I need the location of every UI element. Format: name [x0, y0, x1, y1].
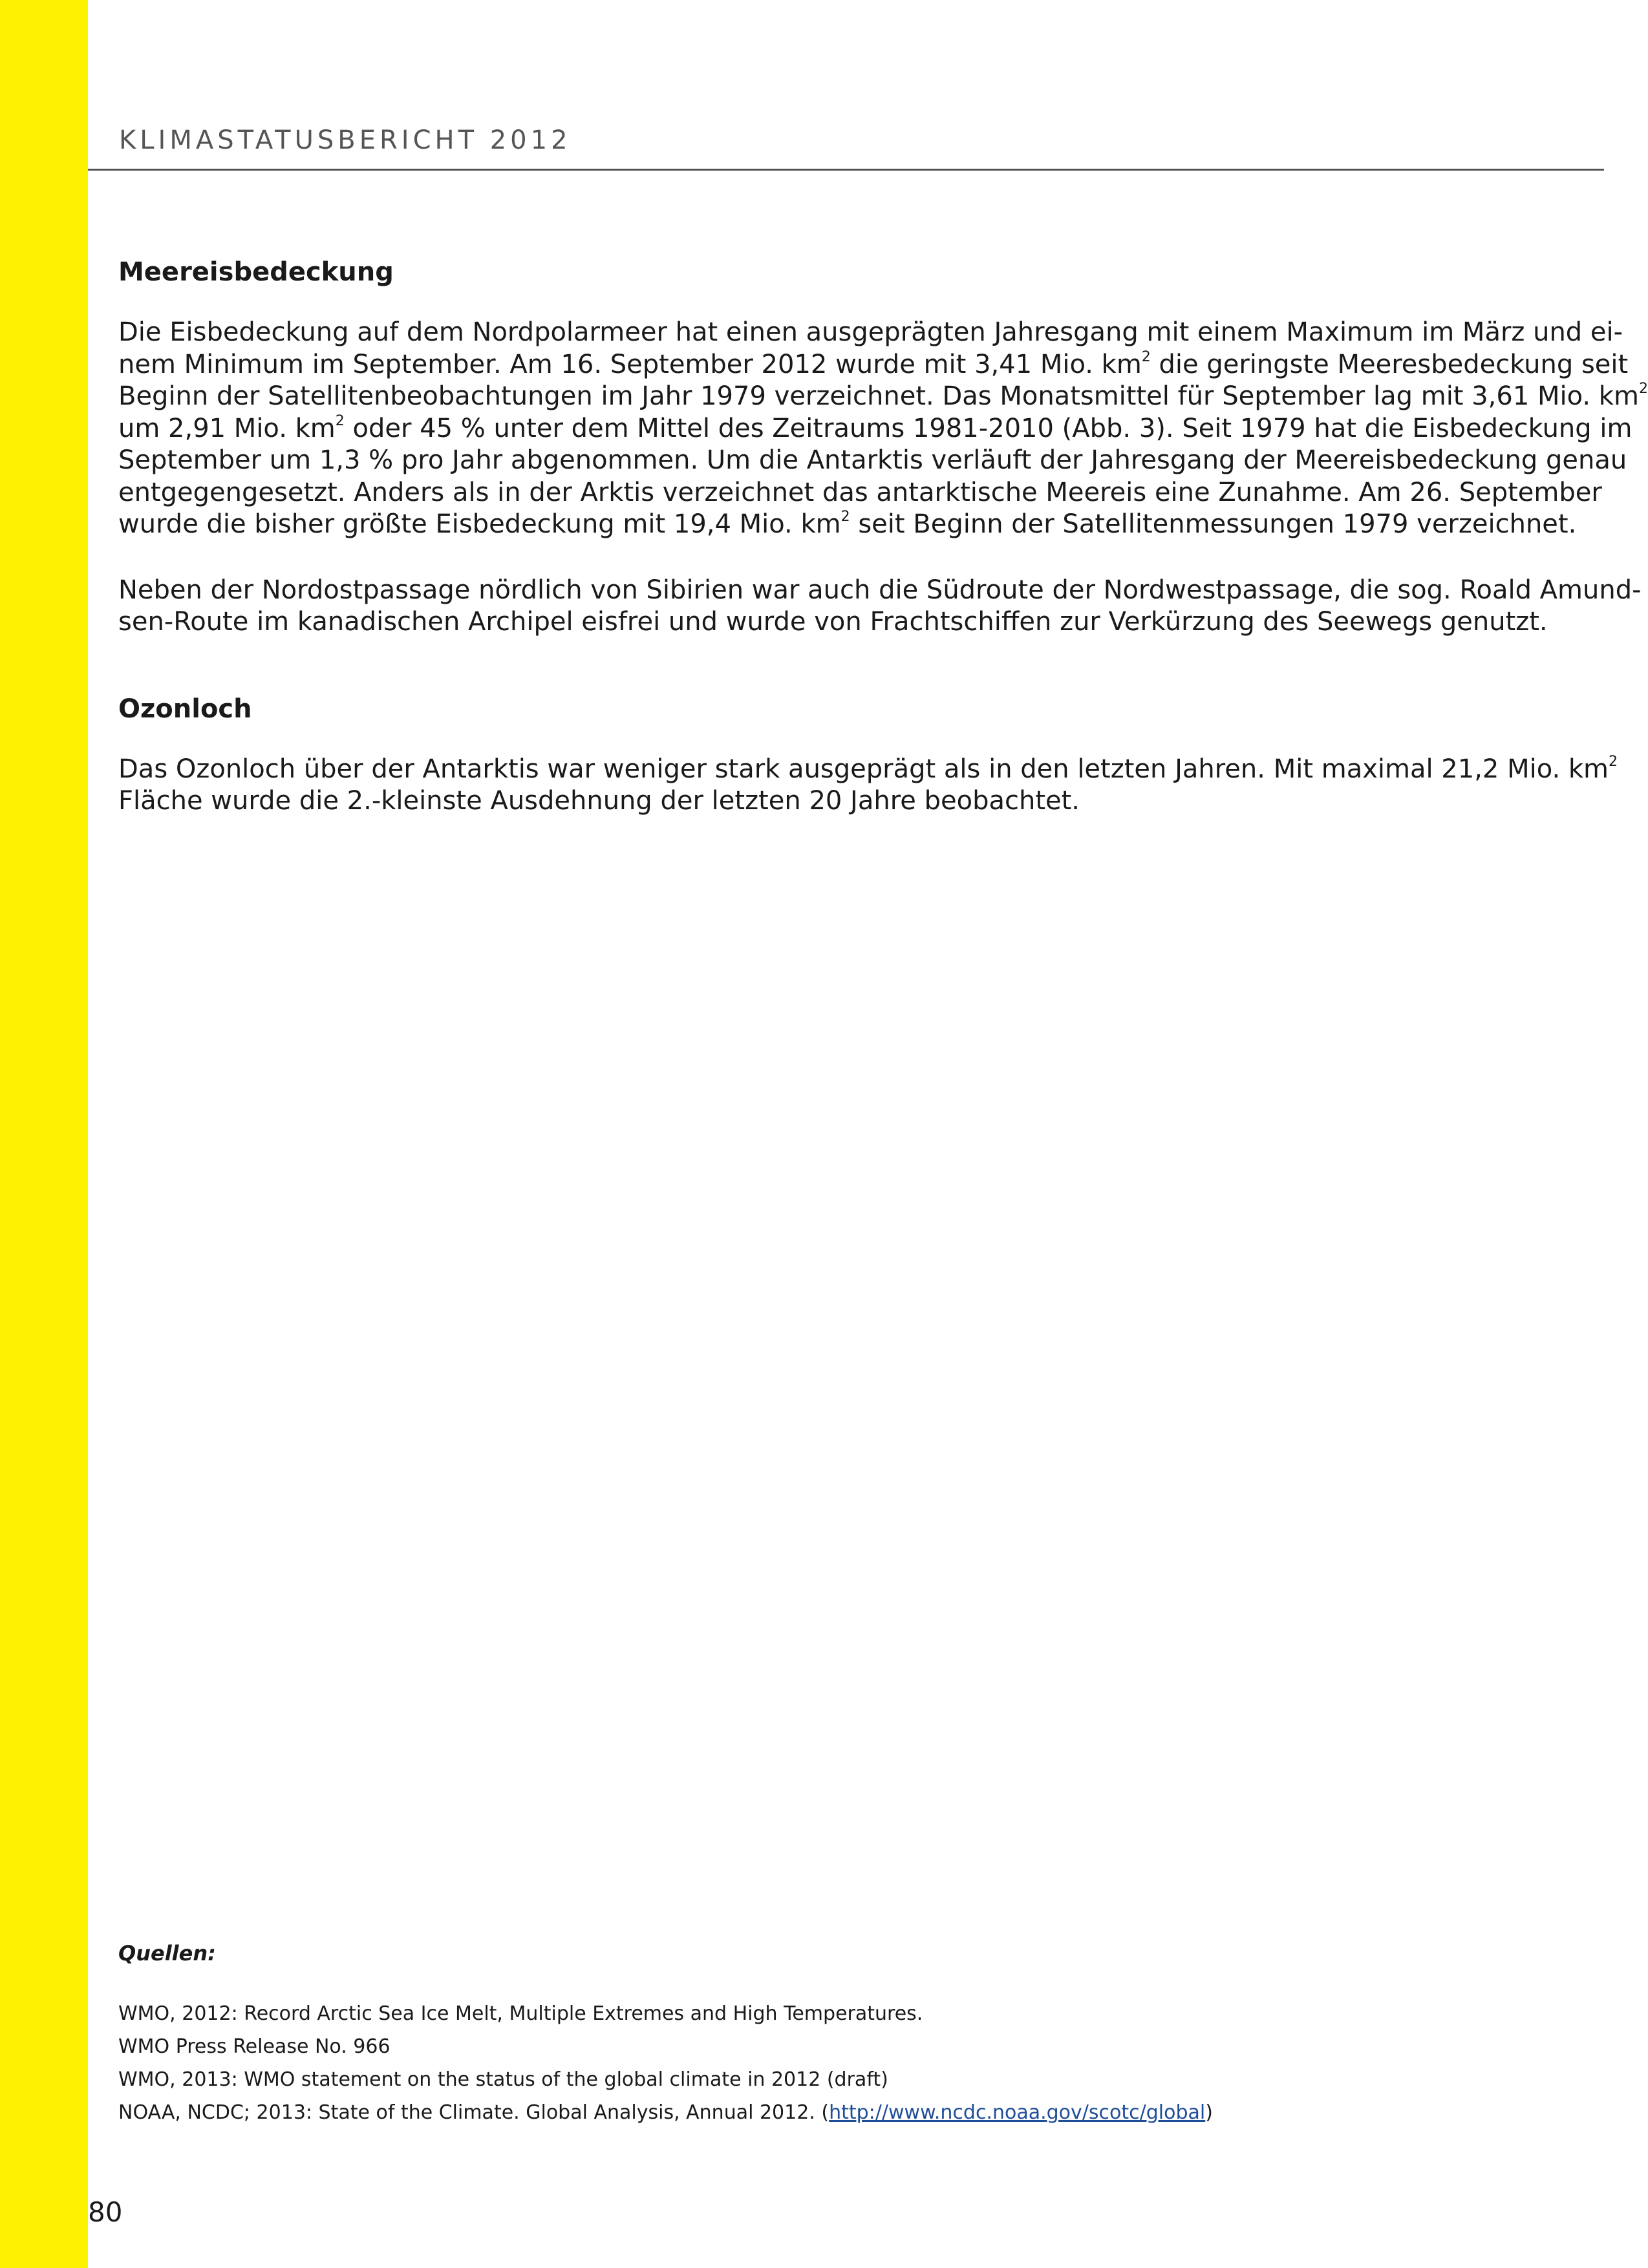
source-text: NOAA, NCDC; 2013: State of the Climate. Global Analysis, Annual 2012. ( — [118, 2101, 829, 2124]
paragraph-sea-ice — [118, 317, 1648, 541]
superscript: 2 — [1141, 348, 1151, 365]
source-item: WMO Press Release No. 966 — [118, 2035, 391, 2058]
sources-list — [118, 1997, 1532, 2129]
text-line: Neben der Nordostpassage nördlich von Sibirien war auch die Südroute der Nordwestpassage, die sog. Roald Amund- — [118, 575, 1642, 605]
sources-section — [118, 1938, 1532, 2129]
text-line: Die Eisbedeckung auf dem Nordpolarmeer hat einen ausgeprägten Jahresgang mit einem Maximum im März und ei- — [118, 317, 1623, 347]
text-line — [118, 381, 1648, 413]
main-content — [118, 251, 1648, 818]
text-line: September um 1,3 % pro Jahr abgenommen. Um die Antarktis verläuft der Jahresgang der Meereisbedeckung genau — [118, 445, 1627, 475]
source-item: WMO, 2012: Record Arctic Sea Ice Melt, Multiple Extremes and High Temperatures. — [118, 2002, 923, 2025]
text-line — [118, 348, 1629, 381]
text-segment: Beginn der Satellitenbeobachtungen im Jahr 1979 verzeichnet. Das Monatsmittel für September lag mit 3,61 Mio. km — [118, 381, 1639, 411]
text-segment: seit Beginn der Satellitenmessungen 1979 verzeichnet. — [850, 509, 1577, 539]
sources-title: Quellen: — [118, 1941, 216, 1966]
running-header: KLIMASTATUSBERICHT 2012 — [119, 125, 572, 155]
superscript: 2 — [335, 412, 345, 429]
paragraph-gap — [118, 541, 1532, 575]
text-segment: Das Ozonloch über der Antarktis war weniger stark ausgeprägt als in den letzten Jahren. Mit maximal 21,2 Mio. km — [118, 754, 1609, 784]
text-segment: um 2,91 Mio. km — [118, 413, 336, 443]
header-rule — [88, 169, 1604, 171]
superscript: 2 — [1609, 753, 1618, 770]
page-number: 80 — [88, 2196, 123, 2228]
section-heading-meereisbedeckung: Meereisbedeckung — [118, 257, 394, 287]
text-line: entgegengesetzt. Anders als in der Arktis verzeichnet das antarktische Meereis eine Zunahme. Am 26. September — [118, 477, 1602, 507]
text-line — [118, 509, 1577, 541]
text-line: sen-Route im kanadischen Archipel eisfrei und wurde von Frachtschiffen zur Verkürzung des Seewegs genutzt. — [118, 607, 1548, 637]
section-gap — [118, 639, 1532, 688]
superscript: 2 — [840, 509, 850, 525]
noaa-link[interactable]: http://www.ncdc.noaa.gov/scotc/global — [829, 2101, 1206, 2124]
text-line: Fläche wurde die 2.-kleinste Ausdehnung der letzten 20 Jahre beobachtet. — [118, 786, 1080, 816]
yellow-side-bar — [0, 0, 88, 2268]
paragraph-ozone — [118, 753, 1618, 818]
source-text: ) — [1205, 2101, 1213, 2124]
superscript: 2 — [1638, 381, 1648, 397]
source-item-noaa — [118, 2096, 1532, 2129]
text-segment: die geringste Meeresbedeckung seit — [1150, 349, 1629, 379]
source-item: WMO, 2013: WMO statement on the status of the global climate in 2012 (draft) — [118, 2068, 888, 2091]
section-heading-ozonloch: Ozonloch — [118, 694, 252, 724]
text-line — [118, 753, 1618, 786]
paragraph-passages — [118, 575, 1642, 639]
text-line — [118, 412, 1632, 445]
text-segment: oder 45 % unter dem Mittel des Zeitraums 1981-2010 (Abb. 3). Seit 1979 hat die Eisbedeckung im — [344, 413, 1632, 443]
text-segment: nem Minimum im September. Am 16. September 2012 wurde mit 3,41 Mio. km — [118, 349, 1142, 379]
text-segment: wurde die bisher größte Eisbedeckung mit 19,4 Mio. km — [118, 509, 841, 539]
